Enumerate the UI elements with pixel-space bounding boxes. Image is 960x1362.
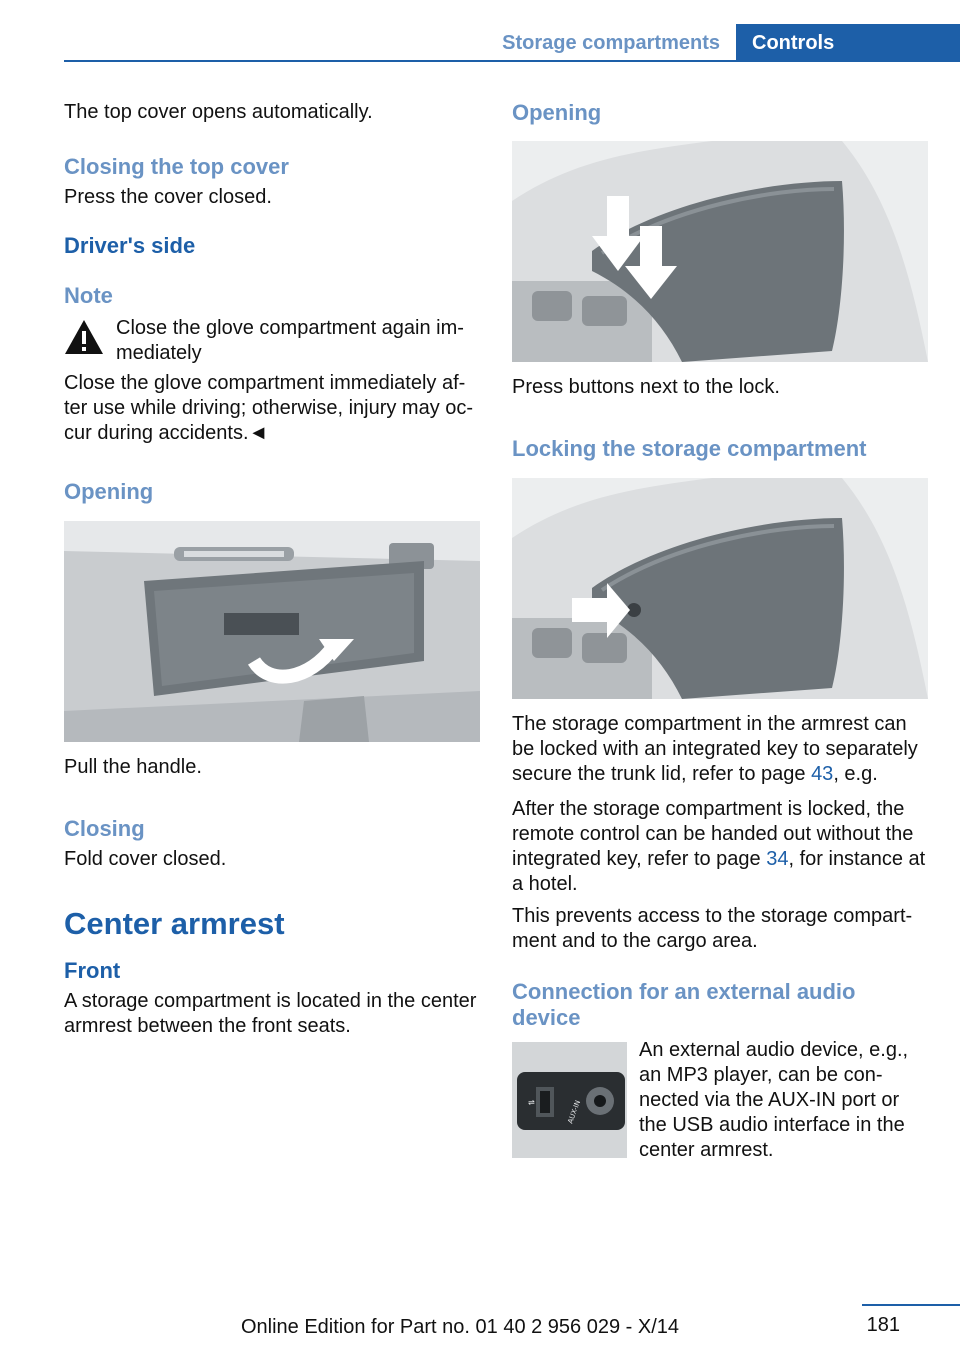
heading-opening-armrest: Opening (512, 100, 602, 125)
heading-front: Front (64, 958, 121, 983)
paragraph-after-locked (512, 797, 928, 897)
page-number-rule (862, 1304, 960, 1306)
heading-opening-glovebox: Opening (64, 479, 154, 504)
page-header (64, 24, 960, 62)
heading-closing-top-cover: Closing the top cover (64, 154, 289, 179)
locked-text-b: , e.g. (833, 763, 878, 785)
aux-in-label: AUX-IN (566, 1099, 583, 1125)
heading-drivers-side: Driver's side (64, 233, 196, 258)
paragraph-top-cover: The top cover opens automatically. (64, 101, 373, 123)
page-number: 181 (866, 1314, 900, 1336)
warning-note (64, 316, 480, 366)
edition-note: Online Edition for Part no. 01 40 2 956 029 - X/14 (240, 1316, 680, 1338)
heading-note: Note (64, 283, 113, 308)
left-column (64, 100, 480, 1039)
paragraph-front-storage: A storage compartment is located in the center armrest between the front seats. (64, 990, 477, 1037)
caption-press-buttons: Press buttons next to the lock. (512, 376, 780, 398)
usb-symbol: ⇌ (528, 1098, 535, 1107)
header-chapter-tab: Controls (736, 24, 960, 62)
paragraph-fold-closed: Fold cover closed. (64, 848, 227, 870)
heading-locking: Locking the storage compartment (512, 436, 867, 461)
paragraph-audio-device: An external audio device, e.g., an MP3 player, can be con‐nected via the AUX-IN port or the USB audio interface in the center armrest. (639, 1039, 909, 1161)
header-rule (64, 60, 960, 62)
paragraph-locked-a (512, 712, 928, 787)
armrest-locking-image (512, 478, 928, 699)
heading-closing-glovebox: Closing (64, 816, 145, 841)
heading-audio-connection: Connection for an external audio device (512, 979, 856, 1030)
heading-center-armrest: Center armrest (64, 906, 285, 941)
locked-text-a: The storage compartment in the armrest can be locked with an integrated key to separately secure the trunk lid, refer to page (512, 713, 918, 785)
page-ref-43[interactable]: 43 (811, 763, 834, 785)
audio-connection-block (512, 1038, 928, 1163)
warning-title: Close the glove compartment again im‐mediately (116, 317, 464, 364)
paragraph-prevents-access: This prevents access to the storage compart‐ment and to the cargo area. (512, 905, 913, 952)
glove-compartment-image (64, 521, 480, 742)
after-text-b: , for instance at a hotel. (512, 848, 926, 895)
warning-icon (64, 316, 104, 366)
warning-body: Close the glove compartment immediately af‐ter use while driving; otherwise, injury may oc‐cur during accidents.◄ (64, 372, 474, 444)
after-text-a: After the storage compartment is locked, the remote control can be handed out without the integrated key, refer to page (512, 798, 914, 870)
header-section-title: Storage compartments (502, 32, 720, 54)
paragraph-press-closed: Press the cover closed. (64, 186, 272, 208)
right-column (512, 100, 928, 1163)
caption-pull-handle: Pull the handle. (64, 756, 202, 778)
page-ref-34[interactable]: 34 (766, 848, 789, 870)
armrest-opening-image (512, 141, 928, 362)
aux-usb-port-image (512, 1042, 627, 1158)
page-footer (0, 1300, 960, 1362)
